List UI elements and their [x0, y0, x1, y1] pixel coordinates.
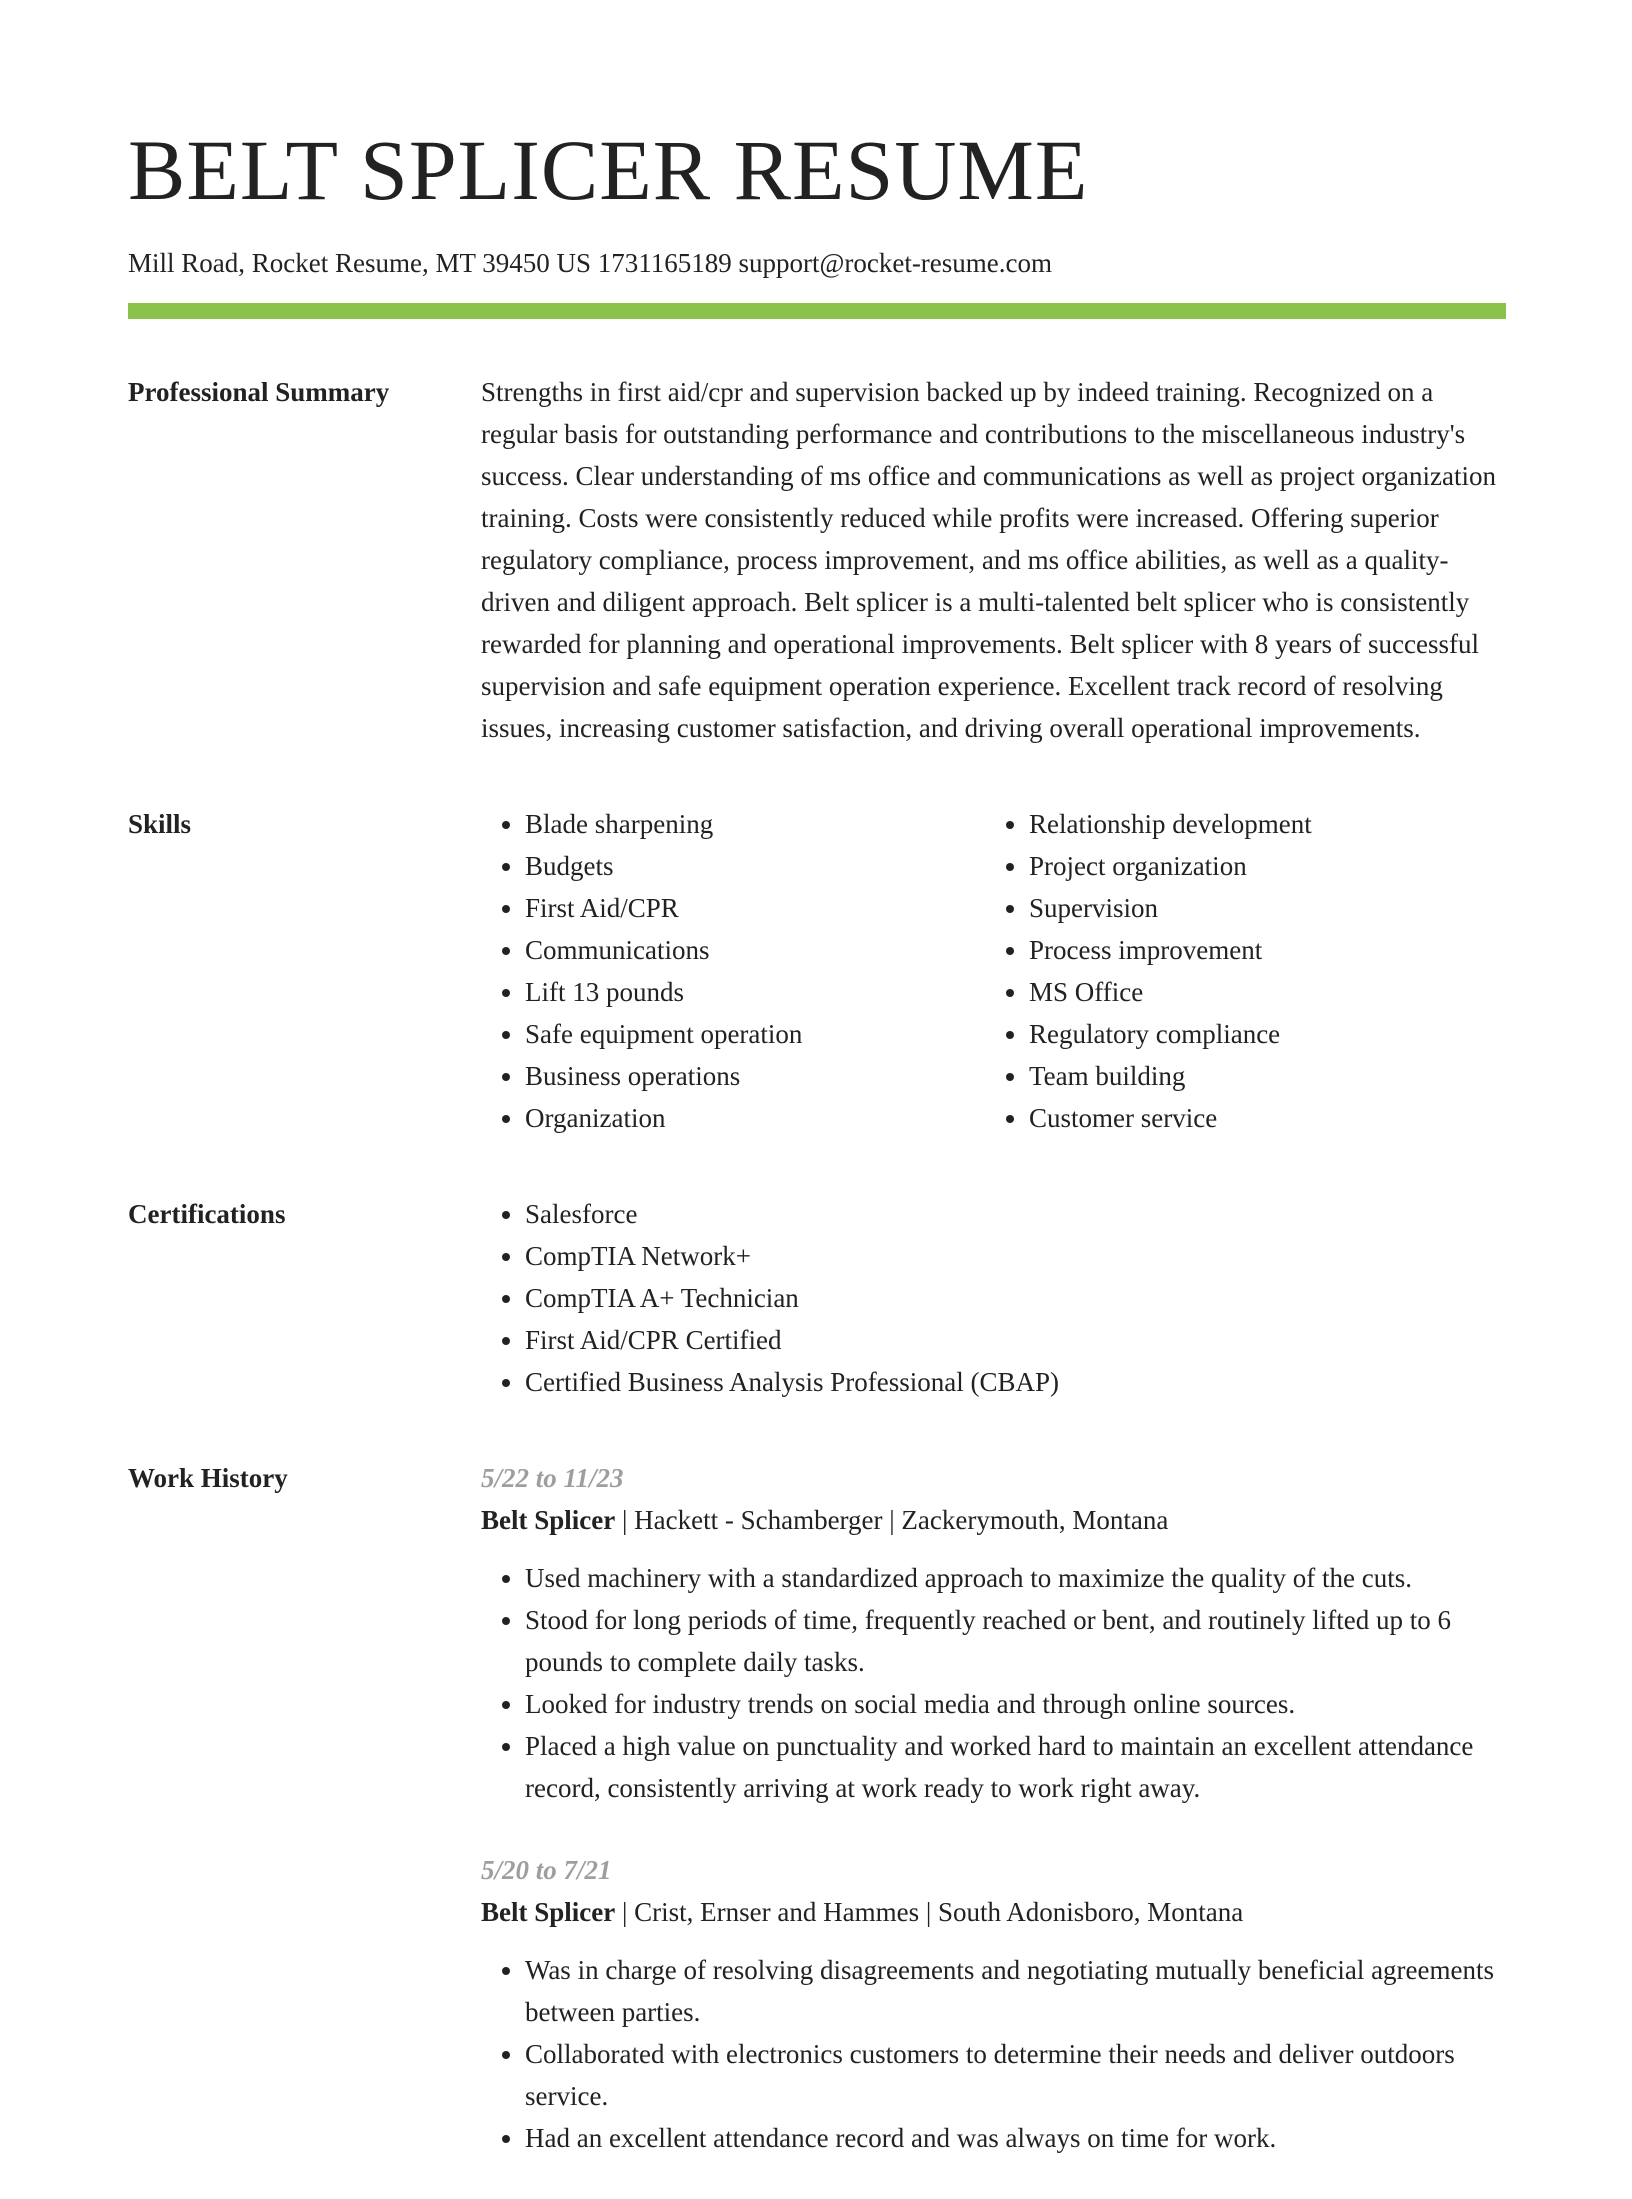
list-item: • Relationship development — [1029, 803, 1489, 845]
list-item: • Process improvement — [1029, 929, 1489, 971]
list-item: • Blade sharpening — [525, 803, 985, 845]
contact-line: Mill Road, Rocket Resume, MT 39450 US 1731165189 support@rocket-resume.com — [128, 248, 1053, 278]
list-item: • Communications — [525, 929, 985, 971]
job-entry — [481, 1457, 1506, 1809]
certifications-list — [481, 1193, 1506, 1403]
work-history-section — [128, 1457, 1506, 2199]
list-item: • Regulatory compliance — [1029, 1013, 1489, 1055]
summary-section — [128, 371, 1506, 749]
certifications-section — [128, 1193, 1506, 1403]
list-item: • Had an excellent attendance record and was always on time for work. — [525, 2117, 1506, 2159]
list-item: • Certified Business Analysis Professional (CBAP) — [525, 1361, 1506, 1403]
list-item: • Lift 13 pounds — [525, 971, 985, 1013]
list-item: • Supervision — [1029, 887, 1489, 929]
job-title: Belt Splicer — [481, 1505, 616, 1535]
list-item: • Collaborated with electronics customers to determine their needs and deliver outdoors service. — [525, 2033, 1506, 2117]
list-item: • MS Office — [1029, 971, 1489, 1013]
job-dates: 5/22 to 11/23 — [481, 1463, 624, 1493]
list-item: • CompTIA Network+ — [525, 1235, 1506, 1277]
certifications-heading: Certifications — [128, 1199, 286, 1229]
list-item: • Project organization — [1029, 845, 1489, 887]
list-item: • CompTIA A+ Technician — [525, 1277, 1506, 1319]
skills-list-left — [481, 803, 985, 1139]
list-item: • Organization — [525, 1097, 985, 1139]
summary-text: Strengths in first aid/cpr and supervision backed up by indeed training. Recognized on a regular basis for outstanding performance and contributions to the miscellaneous industry's success. Clear understanding of ms office and communications as well as project organization training. Costs were consistently reduced while profits were increased. Offering superior regulatory compliance, process improvement, and ms office abilities, as well as a quality-driven and diligent approach. Belt splicer is a multi-talented belt splicer who is consistently rewarded for planning and operational improvements. Belt splicer with 8 years of successful supervision and safe equipment operation experience. Excellent track record of resolving issues, increasing customer satisfaction, and driving overall operational improvements. — [481, 377, 1496, 743]
job-heading — [481, 1891, 1506, 1933]
list-item: • Was in charge of resolving disagreements and negotiating mutually beneficial agreements between parties. — [525, 1949, 1506, 2033]
list-item: • Safe equipment operation — [525, 1013, 985, 1055]
page-title: BELT SPLICER RESUME — [128, 122, 1089, 218]
job-heading — [481, 1499, 1506, 1541]
list-item: • Business operations — [525, 1055, 985, 1097]
skills-section — [128, 803, 1506, 1139]
list-item: • First Aid/CPR Certified — [525, 1319, 1506, 1361]
list-item: • Stood for long periods of time, frequently reached or bent, and routinely lifted up to 6 pounds to complete daily tasks. — [525, 1599, 1506, 1683]
accent-divider — [128, 303, 1506, 319]
list-item: • Team building — [1029, 1055, 1489, 1097]
list-item: • Looked for industry trends on social media and through online sources. — [525, 1683, 1506, 1725]
skills-list-right — [985, 803, 1489, 1139]
job-employer: | Hackett - Schamberger | Zackerymouth, Montana — [615, 1505, 1169, 1535]
summary-heading: Professional Summary — [128, 377, 390, 407]
list-item: • Salesforce — [525, 1193, 1506, 1235]
work-history-heading: Work History — [128, 1463, 288, 1493]
job-entry — [481, 1849, 1506, 2159]
resume-page — [128, 0, 1506, 2199]
job-bullets — [481, 1949, 1506, 2159]
job-employer: | Crist, Ernser and Hammes | South Adonisboro, Montana — [615, 1897, 1244, 1927]
list-item: • Customer service — [1029, 1097, 1489, 1139]
list-item: • Placed a high value on punctuality and worked hard to maintain an excellent attendance record, consistently arriving at work ready to work right away. — [525, 1725, 1506, 1809]
list-item: • Used machinery with a standardized approach to maximize the quality of the cuts. — [525, 1557, 1506, 1599]
list-item: • Budgets — [525, 845, 985, 887]
job-dates: 5/20 to 7/21 — [481, 1855, 612, 1885]
job-title: Belt Splicer — [481, 1897, 616, 1927]
list-item: • First Aid/CPR — [525, 887, 985, 929]
job-bullets — [481, 1557, 1506, 1809]
skills-heading: Skills — [128, 809, 192, 839]
